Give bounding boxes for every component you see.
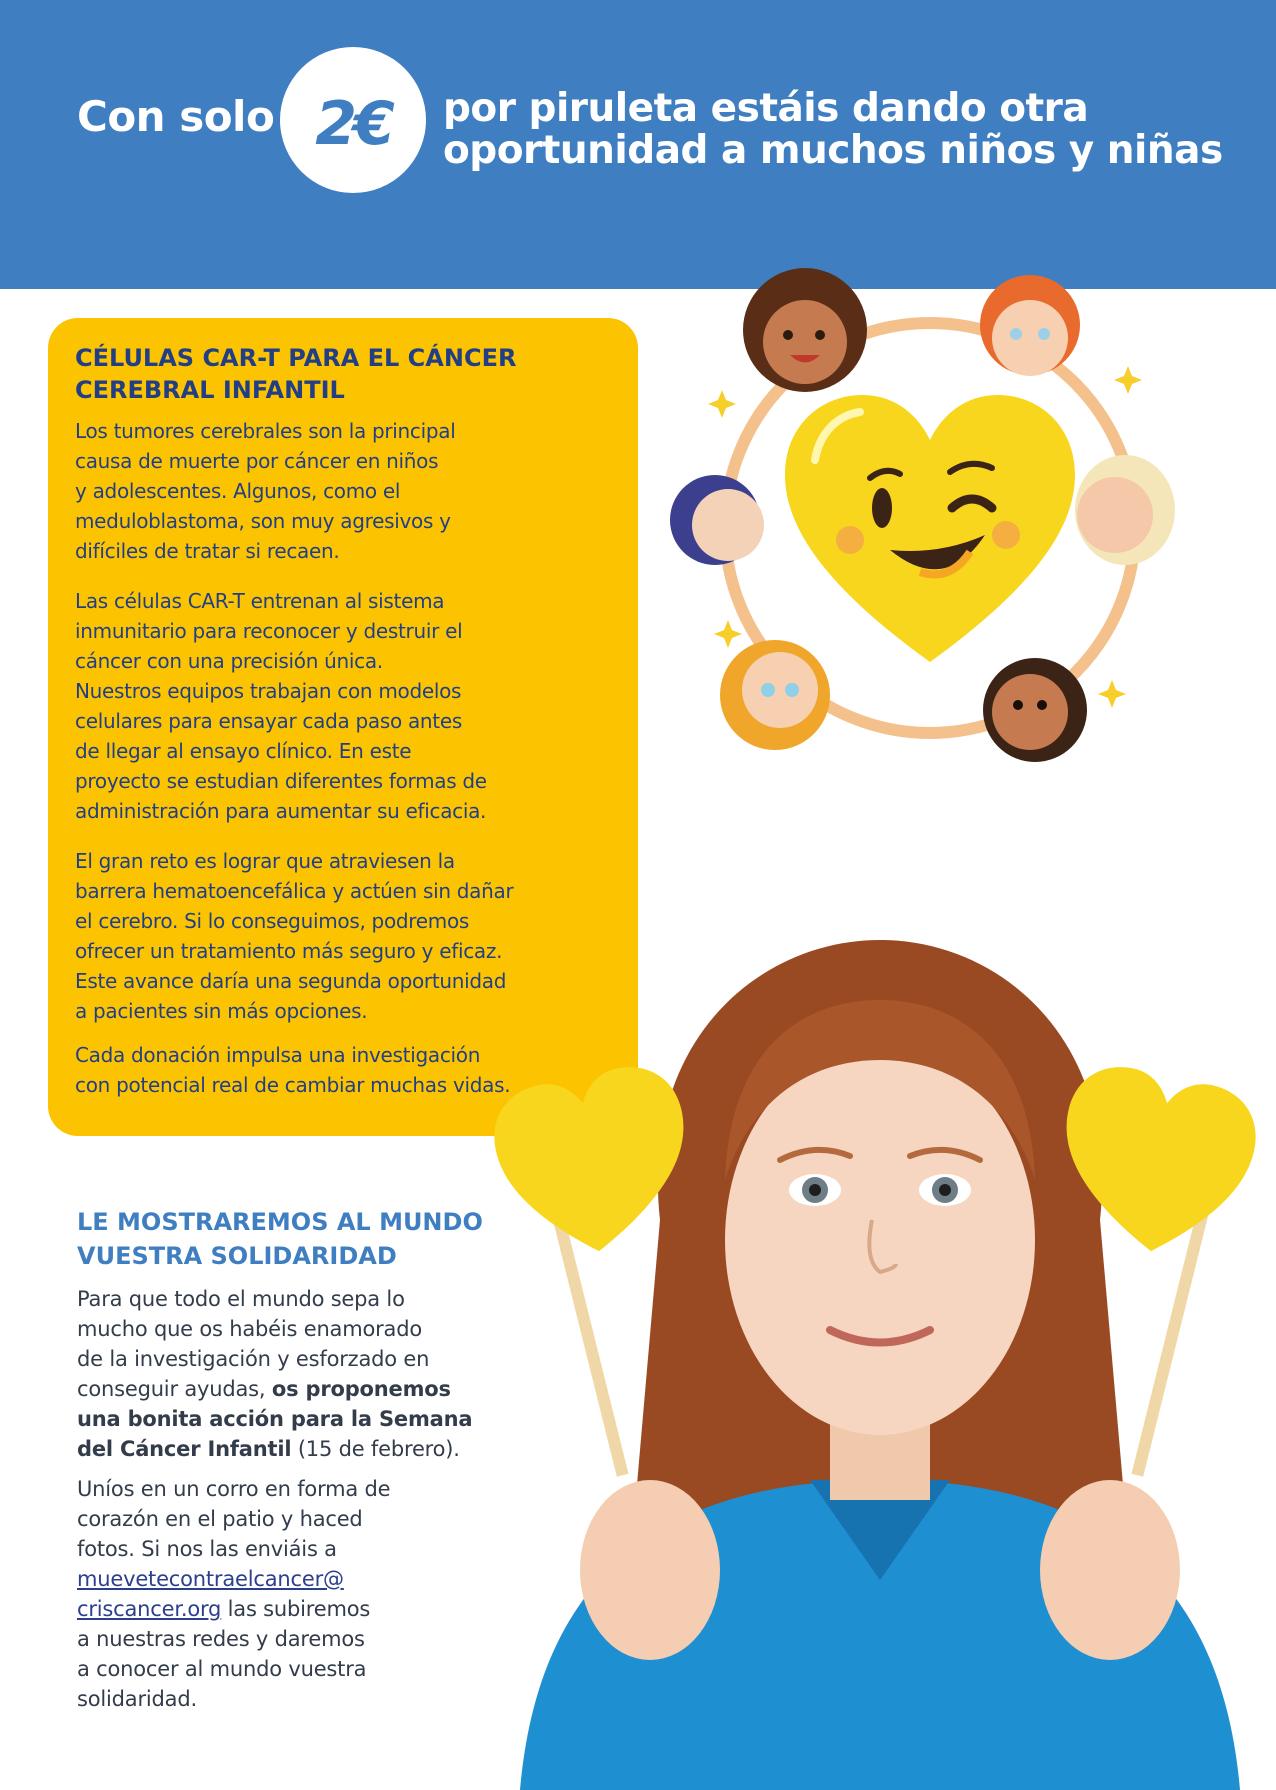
header-band [0,0,1276,289]
text-line: Uníos en un corro en forma de [77,1477,391,1501]
text-line: de la investigación y esforzado en [77,1347,430,1371]
text-line: Este avance daría una segunda oportunidad [75,969,507,993]
text-line: meduloblastoma, son muy agresivos y [75,509,451,533]
text-line: proyecto se estudian diferentes formas de [75,769,487,793]
section-paragraph-1 [77,1284,497,1464]
text-line [77,1434,497,1464]
header-tagline [443,88,1243,172]
text-line: mucho que os habéis enamorado [77,1317,423,1341]
text-segment: las subiremos [221,1597,371,1621]
header-tagline-line: por piruleta estáis dando otra [443,86,1089,131]
price-value: 2€ [315,89,391,159]
bold-text: os proponemos [271,1377,451,1401]
header-lead-text: Con solo [77,92,275,141]
text-line: causa de muerte por cáncer en niños [75,449,439,473]
section-title [77,1205,517,1273]
text-line: inmunitario para reconocer y destruir el [75,619,463,643]
text-line: solidaridad. [77,1687,197,1711]
email-link[interactable]: criscancer.org [77,1597,222,1621]
header-tagline-line: oportunidad a muchos niños y niñas [443,128,1223,173]
text-line: Para que todo el mundo sepa lo [77,1287,405,1311]
text-line: Cada donación impulsa una investigación [75,1043,481,1067]
text-line: con potencial real de cambiar muchas vidas. [75,1073,511,1097]
bold-text: del Cáncer Infantil [77,1437,292,1461]
text-line [77,1404,497,1434]
text-line: barrera hematoencefálica y actúen sin dañar [75,879,514,903]
card-paragraph-2 [75,586,635,826]
text-line [77,1374,497,1404]
text-segment: conseguir ayudas, [77,1377,272,1401]
section-title-line: LE MOSTRAREMOS AL MUNDO [77,1208,483,1236]
card-title [75,342,635,406]
text-line: celulares para ensayar cada paso antes [75,709,462,733]
section-paragraph-2 [77,1474,497,1714]
text-line: a conocer al mundo vuestra [77,1657,367,1681]
text-line [77,1564,497,1594]
text-line: ofrecer un tratamiento más seguro y eficaz. [75,939,503,963]
text-line: a pacientes sin más opciones. [75,999,368,1023]
text-line: difíciles de tratar si recaen. [75,539,340,563]
card-paragraph-1 [75,416,635,566]
text-line: Los tumores cerebrales son la principal [75,419,456,443]
text-line: El gran reto es lograr que atraviesen la [75,849,455,873]
text-line: de llegar al ensayo clínico. En este [75,739,412,763]
text-line: administración para aumentar su eficacia. [75,799,487,823]
text-line: y adolescentes. Algunos, como el [75,479,401,503]
price-badge [280,47,426,193]
text-line: a nuestras redes y daremos [77,1627,365,1651]
text-line: el cerebro. Si lo conseguimos, podremos [75,909,470,933]
text-line [77,1594,497,1624]
section-title-line: VUESTRA SOLIDARIDAD [77,1242,397,1270]
text-line: Las células CAR-T entrenan al sistema [75,589,445,613]
bold-text: una bonita acción para la Semana [77,1407,473,1431]
text-segment: (15 de febrero). [291,1437,460,1461]
girl-holding-heart-lollipops-icon [480,920,1276,1790]
text-line: cáncer con una precisión única. [75,649,383,673]
email-link[interactable]: muevetecontraelcancer@ [77,1567,344,1591]
card-title-line: CEREBRAL INFANTIL [75,376,345,404]
card-title-line: CÉLULAS CAR-T PARA EL CÁNCER [75,344,517,372]
text-line: corazón en el patio y haced [77,1507,363,1531]
text-line: Nuestros equipos trabajan con modelos [75,679,462,703]
text-line: fotos. Si nos las enviáis a [77,1537,337,1561]
heart-with-children-circle-icon [650,250,1210,790]
